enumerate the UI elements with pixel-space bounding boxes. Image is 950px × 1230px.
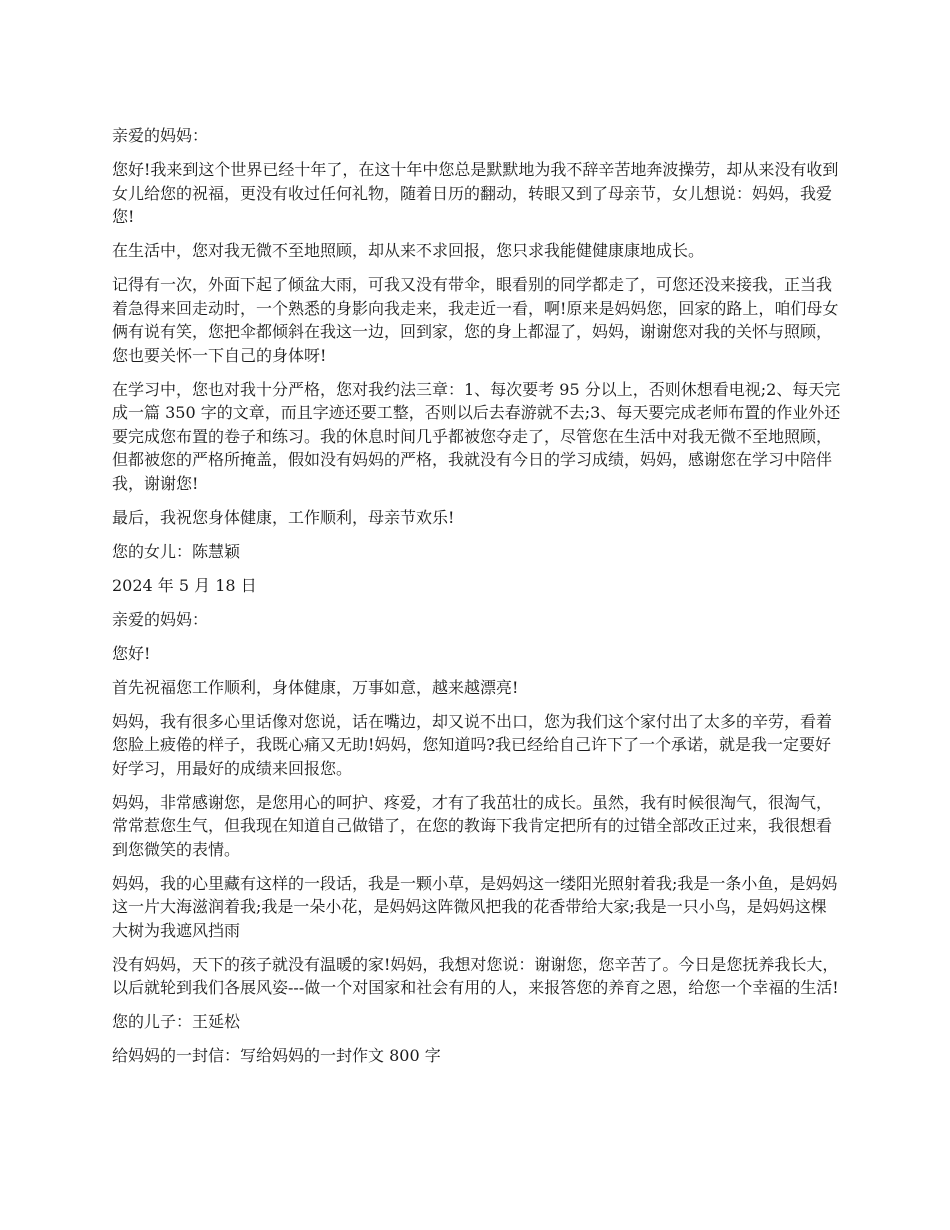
letter-1-date: 2024 年 5 月 18 日 — [112, 575, 257, 595]
letter-1-closing-wish: 最后，我祝您身体健康，工作顺利，母亲节欢乐! — [112, 507, 455, 527]
letter-1-rain-story-paragraph: 记得有一次，外面下起了倾盆大雨，可我又没有带伞，眼看别的同学都走了，可您还没来接我，正当我着急得来回走动时，一个熟悉的身影向我走来，我走近一看，啊!原来是妈妈您，回家的路上，咱们母女俩有说有笑，您把伞都倾斜在我这一边，回到家，您的身上都湿了，妈妈，谢谢您对我的关怀与照顾，您也要关怀一下自己的身体呀! — [112, 275, 839, 365]
letter-2-heart-words-paragraph: 妈妈，我有很多心里话像对您说，话在嘴边，却又说不出口，您为我们这个家付出了太多的辛劳，看着您脸上疲倦的样子，我既心痛又无助!妈妈，您知道吗?我已经给自己许下了一个承诺，就是我一定要好好学习，用最好的成绩来回报您。 — [112, 711, 833, 778]
document-footer-title: 给妈妈的一封信：写给妈妈的一封作文 800 字 — [112, 1046, 441, 1065]
letter-2-salutation: 亲爱的妈妈： — [112, 609, 209, 629]
letter-1-study-paragraph: 在学习中，您也对我十分严格，您对我约法三章：1、每次要考 95 分以上，否则休想看电视;2、每天完成一篇 350 字的文章，而且字迹还要工整，否则以后去春游就不去;3、每天要完成老师布置的作业外还要完成您布置的卷子和练习。我的休息时间几乎都被您夺走了，尽管您在生活中对我无微不至地照顾，但都被您的严格所掩盖，假如没有妈妈的严格，我就没有今日的学习成绩，妈妈，感谢您在学习中陪伴我，谢谢您! — [112, 379, 841, 493]
letter-2-greeting: 您好! — [112, 643, 151, 663]
letter-2-thanks-paragraph: 妈妈，非常感谢您，是您用心的呵护、疼爱，才有了我茁壮的成长。虽然，我有时候很淘气，很淘气，常常惹您生气，但我现在知道自己做错了，在您的教诲下我肯定把所有的过错全部改正过来，我很想看到您微笑的表情。 — [112, 792, 833, 859]
letter-1-greeting-paragraph: 您好!我来到这个世界已经十年了，在这十年中您总是默默地为我不辞辛苦地奔波操劳，却从来没有收到女儿给您的祝福，更没有收过任何礼物，随着日历的翻动，转眼又到了母亲节，女儿想说：妈妈，我爱您! — [112, 160, 839, 226]
letter-1-signature: 您的女儿：陈慧颖 — [112, 541, 241, 561]
letter-2-gratitude-paragraph: 没有妈妈，天下的孩子就没有温暖的家!妈妈，我想对您说：谢谢您，您辛苦了。今日是您抚养我长大，以后就轮到我们各展风姿---做一个对国家和社会有用的人，来报答您的养育之恩，给您一个幸福的生活! — [112, 954, 839, 997]
letter-2-wish-paragraph: 首先祝福您工作顺利，身体健康，万事如意，越来越漂亮! — [112, 677, 519, 697]
letter-2-signature: 您的儿子：王延松 — [112, 1012, 241, 1031]
letter-2-metaphor-paragraph: 妈妈，我的心里藏有这样的一段话，我是一颗小草，是妈妈这一缕阳光照射着我;我是一条小鱼，是妈妈这一片大海滋润着我;我是一朵小花，是妈妈这阵微风把我的花香带给大家;我是一只小鸟，是妈妈这棵大树为我遮风挡雨 — [112, 873, 838, 940]
letter-1-life-paragraph: 在生活中，您对我无微不至地照顾，却从来不求回报，您只求我能健健康康地成长。 — [112, 241, 705, 260]
document-page — [112, 124, 842, 1078]
letter-1-salutation: 亲爱的妈妈： — [112, 126, 209, 145]
